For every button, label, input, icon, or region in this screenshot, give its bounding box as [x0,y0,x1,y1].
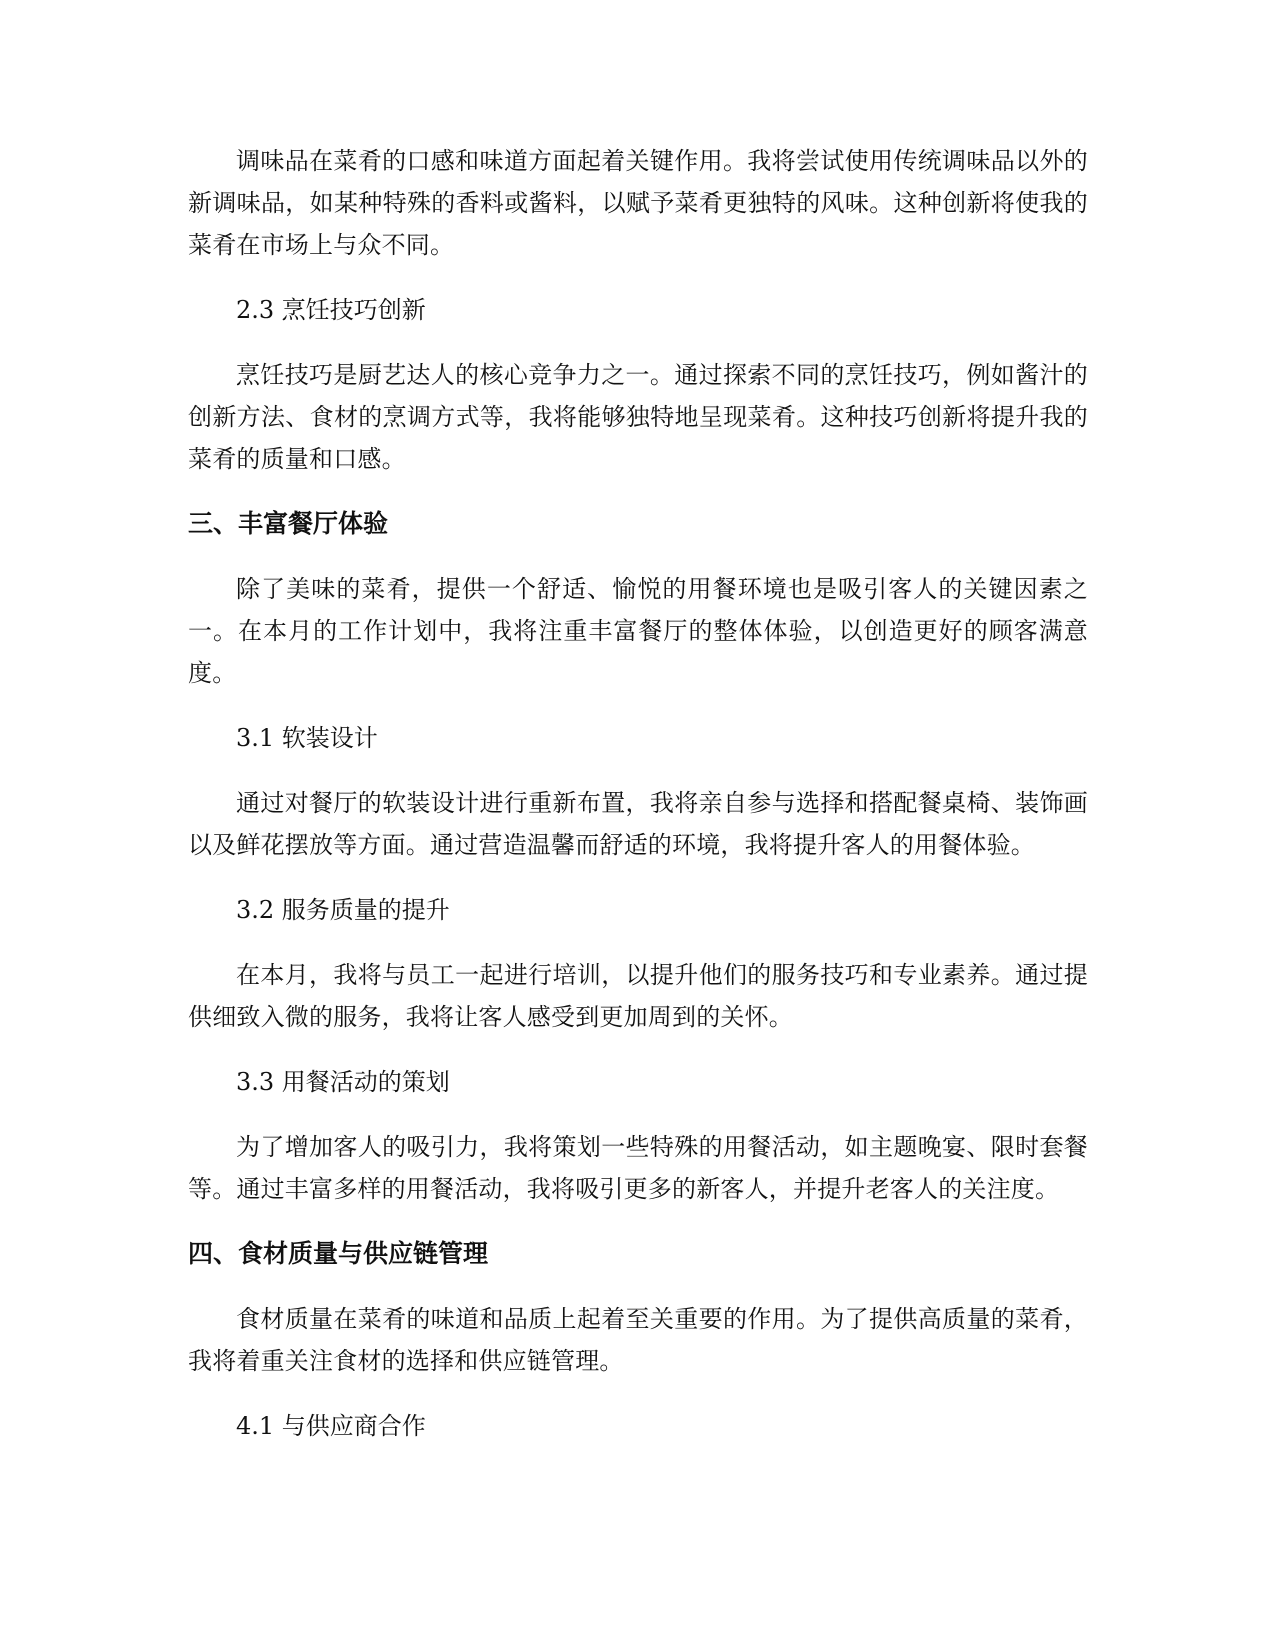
subheading-service-quality: 3.2 服务质量的提升 [236,896,450,924]
document-body [188,140,1088,1470]
section-heading-ingredient-quality: 四、食材质量与供应链管理 [188,1239,489,1268]
paragraph-service-quality: 在本月，我将与员工一起进行培训，以提升他们的服务技巧和专业素养。通过提供细致入微的服务，我将让客人感受到更加周到的关怀。 [188,961,1088,1031]
paragraph-dining-events: 为了增加客人的吸引力，我将策划一些特殊的用餐活动，如主题晚宴、限时套餐等。通过丰富多样的用餐活动，我将吸引更多的新客人，并提升老客人的关注度。 [188,1133,1088,1203]
paragraph-cooking-technique: 烹饪技巧是厨艺达人的核心竞争力之一。通过探索不同的烹饪技巧，例如酱汁的创新方法、食材的烹调方式等，我将能够独特地呈现菜肴。这种技巧创新将提升我的菜肴的质量和口感。 [188,361,1088,473]
subheading-cooking-technique: 2.3 烹饪技巧创新 [236,296,426,324]
paragraph-soft-decoration: 通过对餐厅的软装设计进行重新布置，我将亲自参与选择和搭配餐桌椅、装饰画以及鲜花摆放等方面。通过营造温馨而舒适的环境，我将提升客人的用餐体验。 [188,789,1088,859]
subheading-soft-decoration: 3.1 软装设计 [236,724,378,752]
paragraph-ingredient-quality: 食材质量在菜肴的味道和品质上起着至关重要的作用。为了提供高质量的菜肴，我将着重关注食材的选择和供应链管理。 [188,1305,1088,1375]
subheading-dining-events: 3.3 用餐活动的策划 [236,1068,450,1096]
paragraph-seasoning: 调味品在菜肴的口感和味道方面起着关键作用。我将尝试使用传统调味品以外的新调味品，如某种特殊的香料或酱料，以赋予菜肴更独特的风味。这种创新将使我的菜肴在市场上与众不同。 [188,147,1088,259]
subheading-supplier-cooperation: 4.1 与供应商合作 [236,1412,426,1440]
paragraph-restaurant-experience: 除了美味的菜肴，提供一个舒适、愉悦的用餐环境也是吸引客人的关键因素之一。在本月的工作计划中，我将注重丰富餐厅的整体体验，以创造更好的顾客满意度。 [188,575,1088,687]
section-heading-restaurant-experience: 三、丰富餐厅体验 [188,509,389,538]
